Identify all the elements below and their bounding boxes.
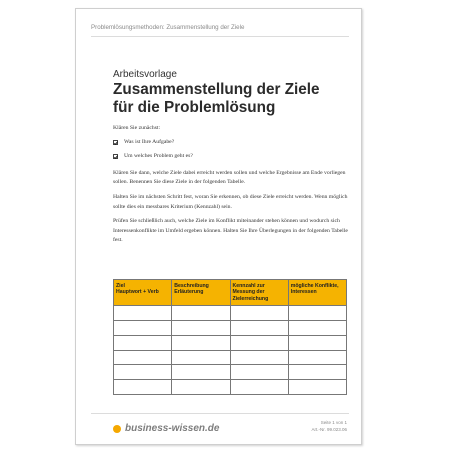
table-cell xyxy=(230,335,288,350)
table-cell xyxy=(172,335,230,350)
logo-dot-icon xyxy=(113,425,121,433)
table-cell xyxy=(230,380,288,395)
table-cell xyxy=(288,335,346,350)
table-row xyxy=(114,321,347,336)
table-cell xyxy=(288,321,346,336)
paragraph-conflicts: Prüfen Sie schließlich auch, welche Ziele im Konflikt miteinander stehen können und wodurch sich Interessenkonflikte im Umfeld ergeben können. Halten Sie Ihre Überlegungen in der folgenden Tabelle fest. xyxy=(113,218,348,244)
column-header-conflicts: mögliche Konflikte, Interessen xyxy=(288,280,346,306)
paragraph-goals: Klären Sie dann, welche Ziele dabei erreicht werden sollen und welche Ergebnisse am Ende vorliegen sollen. Benennen Sie diese Ziele in der folgenden Tabelle. xyxy=(113,169,346,186)
title-line-1: Zusammenstellung der Ziele xyxy=(113,81,320,98)
table-row xyxy=(114,350,347,365)
document-body xyxy=(113,124,353,246)
logo-text: business-wissen.de xyxy=(125,423,220,434)
table-cell xyxy=(172,380,230,395)
table-cell xyxy=(172,306,230,321)
table-cell xyxy=(114,365,172,380)
checkbox-checked-icon xyxy=(113,140,118,145)
table-cell xyxy=(230,321,288,336)
table-cell xyxy=(114,306,172,321)
table-cell xyxy=(172,321,230,336)
checklist xyxy=(113,138,353,162)
paragraph-criteria: Halten Sie im nächsten Schritt fest, woran Sie erkennen, ob diese Ziele erreicht werden. Wenn möglich sollte dies ein messbares Kriterium (Kennzahl) sein. xyxy=(113,193,348,210)
checklist-item-label: Um welches Problem geht es? xyxy=(124,153,193,160)
table-cell xyxy=(172,350,230,365)
document-subtitle: Arbeitsvorlage xyxy=(113,69,177,80)
goals-table xyxy=(113,279,347,395)
header-divider xyxy=(91,36,349,37)
checklist-item-label: Was ist Ihre Aufgabe? xyxy=(124,138,175,145)
table-cell xyxy=(288,380,346,395)
table-row xyxy=(114,365,347,380)
table-cell xyxy=(114,321,172,336)
table-cell xyxy=(230,350,288,365)
table-cell xyxy=(172,365,230,380)
column-header-metric: Kennzahl zur Messung der Zielerreichung xyxy=(230,280,288,306)
table-cell xyxy=(230,365,288,380)
title-line-2: für die Problemlösung xyxy=(113,99,276,116)
page-number: Seite 1 von 1 xyxy=(320,420,347,425)
table-cell xyxy=(114,335,172,350)
table-cell xyxy=(288,365,346,380)
table-cell xyxy=(114,380,172,395)
table-header-row xyxy=(114,280,347,306)
brand-logo[interactable] xyxy=(113,423,219,434)
table-cell xyxy=(230,306,288,321)
column-header-description: Beschreibung Erläuterung xyxy=(172,280,230,306)
footer-divider xyxy=(91,413,349,414)
article-number: Art.-Nr. 99.023.06 xyxy=(311,427,347,432)
table-row xyxy=(114,306,347,321)
table-cell xyxy=(288,350,346,365)
table-row xyxy=(114,380,347,395)
checkbox-checked-icon xyxy=(113,154,118,159)
document-title xyxy=(113,81,320,117)
column-header-goal: Ziel Hauptwort + Verb xyxy=(114,280,172,306)
table-cell xyxy=(114,350,172,365)
checklist-item xyxy=(113,138,353,148)
running-header: Problemlösungsmethoden: Zusammenstellung der Ziele xyxy=(91,24,245,31)
table-cell xyxy=(288,306,346,321)
page-info xyxy=(311,419,347,433)
table-row xyxy=(114,335,347,350)
document-page xyxy=(75,8,362,445)
checklist-item xyxy=(113,152,353,162)
intro-text: Klären Sie zunächst: xyxy=(113,125,161,131)
